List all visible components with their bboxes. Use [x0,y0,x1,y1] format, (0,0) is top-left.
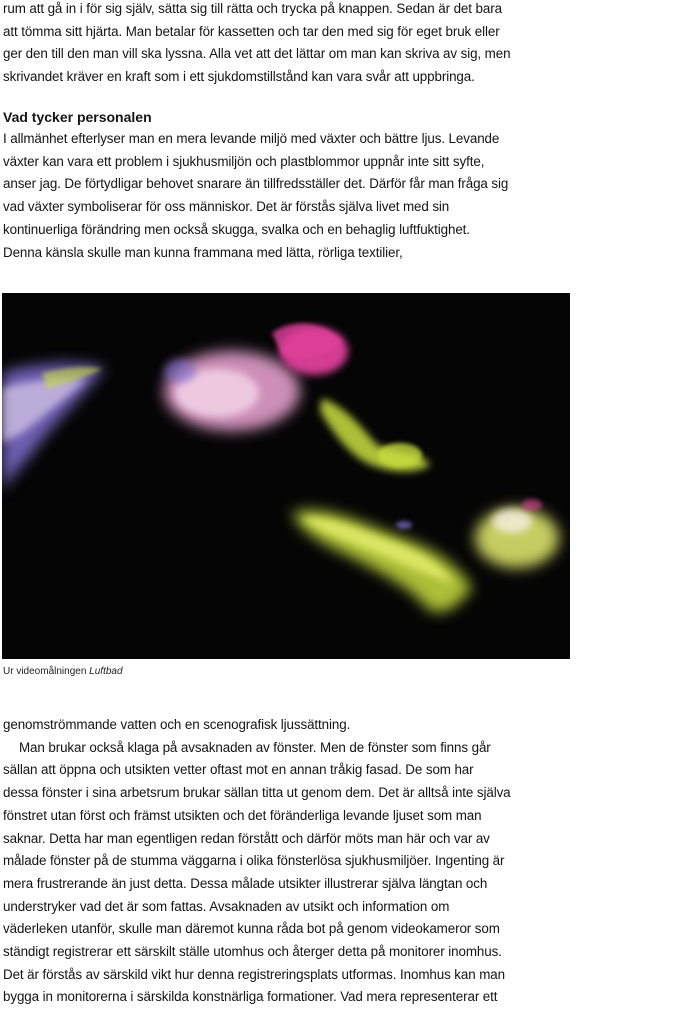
text-line: anser jag. De förtydligar behovet snarare än tillfredsställer det. Därför får man fråga sig [3,176,509,192]
text-line: ständigt registrerar ett särskilt ställe utomhus och återger detta på monitorer inomhus. [3,944,502,960]
paragraph-top [3,0,573,89]
text-line: saknar. Detta har man egentligen redan förstått och därför möts man här och var av [3,830,490,846]
paragraph-mid [3,128,573,264]
text-line: målade fönster på de stumma väggarna i olika fönsterlösa sjukhusmiljöer. Ingenting är [3,853,505,869]
text-line: mera frustrerande än just detta. Dessa målade utsikter illustrerar själva längtan och [3,875,488,891]
text-line: understryker vad det är som fattas. Avsaknaden av utsikt och information om [3,898,450,914]
caption-prefix: Ur videomålningen [3,666,90,677]
text-line: bygga in monitorerna i särskilda konstnärliga formationer. Vad mera representerar ett [3,989,498,1005]
text-line: skrivandet kräver en kraft som i ett sjukdomstillstånd kan vara svår att uppbringa. [3,69,475,85]
section-heading: Vad tycker personalen [3,109,152,125]
paragraph-bottom [3,714,573,1009]
text-line: väderleken utanför, skulle man däremot kunna råda bot på genom videokameror som [3,921,500,937]
text-line: växter kan vara ett problem i sjukhusmiljön och plastblommor uppnår inte sitt syfte, [3,153,485,169]
text-line: dessa fönster i sina arbetsrum brukar sällan titta ut genom dem. Det är alltså inte själva [3,785,511,801]
caption-title: Luftbad [89,666,123,677]
text-line: Man brukar också klaga på avsaknaden av fönster. Men de fönster som finns går [19,739,491,755]
text-line: att tömma sitt hjärta. Man betalar för kassetten och tar den med sig för eget bruk eller [3,23,500,39]
figure-caption [3,665,123,679]
video-painting-image [2,293,570,659]
abstract-light-artwork [2,293,570,659]
text-line: rum att gå in i för sig själv, sätta sig till rätta och trycka på knappen. Sedan är det bara [3,1,502,16]
text-line: vad växter symboliserar för oss människor. Det är förstås själva livet med sin [3,199,450,215]
text-line: genomströmmande vatten och en scenografisk ljussättning. [3,717,351,732]
text-line: fönstret utan först och främst utsikten och det föränderliga levande ljuset som man [3,807,482,823]
text-line: kontinuerliga förändring men också skugga, svalka och en behaglig luftfuktighet. [3,221,470,237]
text-line: I allmänhet efterlyser man en mera levande miljö med växter och bättre ljus. Levande [3,131,500,146]
text-line: sällan att öppna och utsikten vetter oftast mot en annan tråkig fasad. De som har [3,762,474,778]
text-line: Det är förstås av särskild vikt hur denna registreringsplats utformas. Inomhus kan man [3,966,505,982]
text-line: ger den till den man vill ska lyssna. Alla vet att det lättar om man kan skriva av sig, men [3,46,511,62]
text-line: Denna känsla skulle man kunna frammana med lätta, rörliga textilier, [3,244,403,260]
